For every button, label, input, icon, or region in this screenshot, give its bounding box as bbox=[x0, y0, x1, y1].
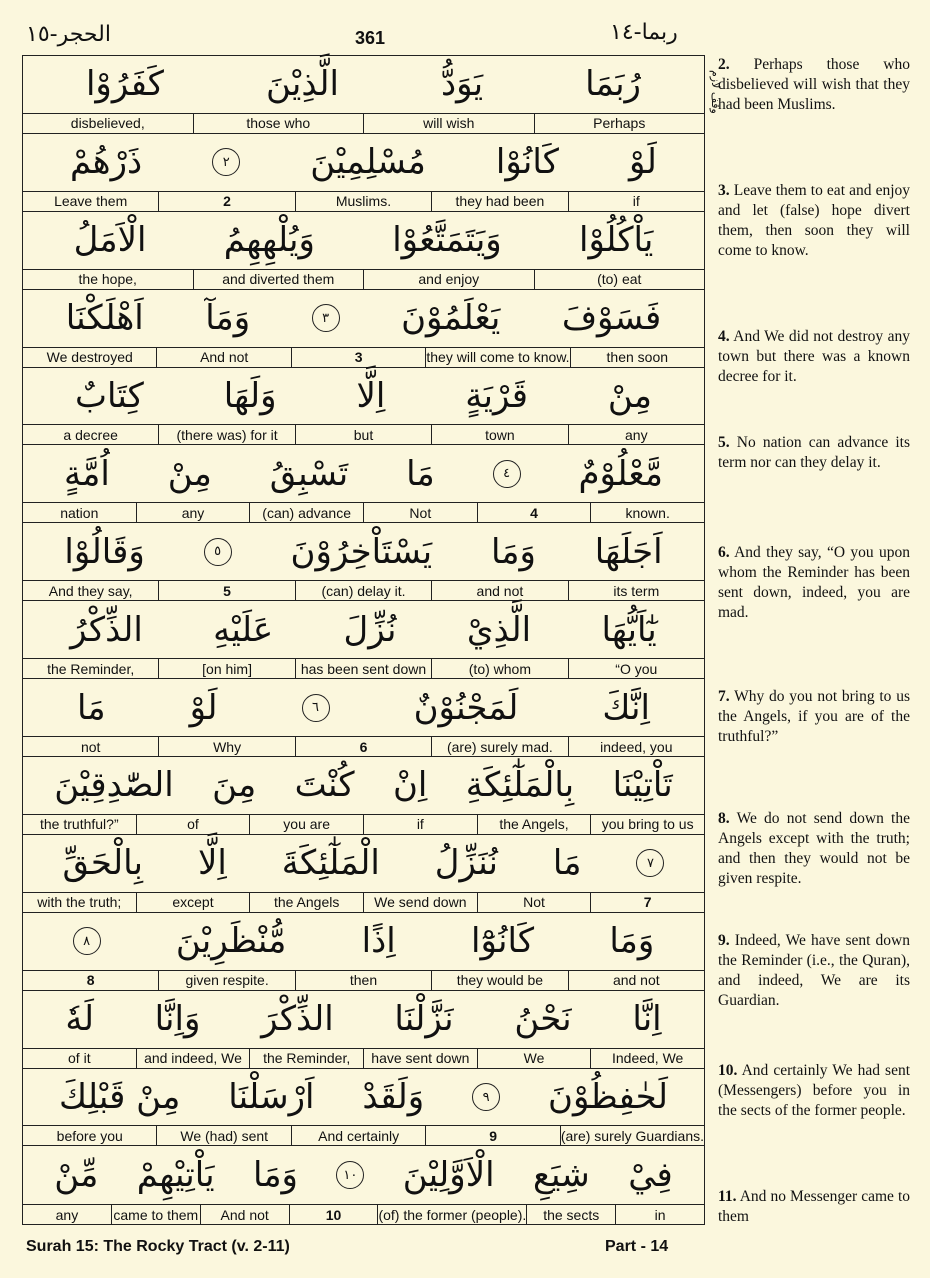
arabic-word: وَلَهَا bbox=[223, 376, 277, 416]
verse-row bbox=[23, 1146, 704, 1224]
verse-row bbox=[23, 757, 704, 835]
arabic-word: يٰٓاَيُّهَا bbox=[601, 609, 657, 650]
verse-number: 11. bbox=[718, 1188, 737, 1205]
translation-note bbox=[718, 327, 910, 387]
gloss-line bbox=[23, 580, 704, 600]
arabic-word: لَوْ bbox=[189, 687, 218, 728]
gloss-cell: and not bbox=[568, 971, 704, 990]
arabic-word: وَمَا bbox=[609, 921, 655, 962]
gloss-cell: have sent down bbox=[363, 1049, 477, 1068]
verse-row bbox=[23, 1069, 704, 1147]
gloss-cell: the Reminder, bbox=[249, 1049, 363, 1068]
translation-note bbox=[718, 433, 910, 473]
gloss-cell: given respite. bbox=[158, 971, 294, 990]
arabic-word: بِالْمَلٰٓئِكَةِ bbox=[465, 765, 575, 806]
arabic-word: نُنَزِّلُ bbox=[434, 843, 498, 884]
arabic-word: كِتَابٌ bbox=[74, 376, 144, 416]
gloss-cell: and enjoy bbox=[363, 270, 534, 289]
arabic-word: مِنْ bbox=[167, 453, 212, 494]
gloss-cell: if bbox=[363, 815, 477, 834]
arabic-word: اَهْلَكْنَا bbox=[65, 298, 144, 339]
gloss-cell: We bbox=[477, 1049, 591, 1068]
translation-note bbox=[718, 931, 910, 1011]
gloss-cell: not bbox=[80, 738, 101, 755]
arabic-word: وَمَا bbox=[252, 1155, 298, 1196]
arabic-word: لَمَجْنُوْنٌ bbox=[413, 687, 519, 728]
gloss-cell: the Reminder, bbox=[47, 660, 135, 677]
gloss-cell: Perhaps bbox=[534, 114, 705, 133]
gloss-cell: those who bbox=[193, 114, 364, 133]
arabic-word: فِيْ bbox=[628, 1155, 673, 1196]
arabic-word: لَحٰفِظُوْنَ bbox=[548, 1077, 668, 1118]
arabic-line bbox=[23, 134, 704, 191]
gloss-cell: then soon bbox=[570, 348, 704, 367]
translation-text: We do not send down the Angels except with the truth; and then they would not be given respite. bbox=[718, 810, 910, 887]
gloss-verse-number: 3 bbox=[291, 348, 425, 367]
verse-row bbox=[23, 368, 704, 446]
arabic-line bbox=[23, 601, 704, 658]
arabic-line bbox=[23, 56, 704, 113]
verse-number: 6. bbox=[718, 544, 730, 561]
gloss-cell: you are bbox=[249, 815, 363, 834]
gloss-cell: (can) delay it. bbox=[295, 581, 431, 600]
gloss-cell: in bbox=[615, 1205, 704, 1224]
gloss-cell: (to) eat bbox=[534, 270, 705, 289]
page-footer bbox=[0, 1238, 930, 1268]
arabic-word: وَيُلْهِهِمُ bbox=[223, 220, 315, 261]
margin-mark: وقف لازم bbox=[709, 70, 722, 114]
arabic-word: الَّذِيْ bbox=[466, 609, 532, 650]
gloss-cell: known. bbox=[590, 503, 704, 522]
translation-note bbox=[718, 543, 910, 623]
gloss-cell: has been sent down bbox=[295, 659, 431, 678]
arabic-word: اَجَلَهَا bbox=[594, 531, 663, 572]
arabic-word: الذِّكْرُ bbox=[70, 609, 143, 650]
arabic-word: كَانُوْٓا bbox=[471, 921, 535, 962]
arabic-word: مَّعْلُوْمٌ bbox=[578, 453, 663, 494]
page-header bbox=[0, 0, 930, 52]
gloss-cell: disbelieved, bbox=[70, 115, 145, 132]
gloss-line bbox=[23, 736, 704, 756]
gloss-cell: We destroyed bbox=[46, 349, 133, 366]
gloss-cell: you bring to us bbox=[590, 815, 704, 834]
translation-note bbox=[718, 809, 910, 889]
verse-row bbox=[23, 835, 704, 913]
translation-note bbox=[718, 55, 910, 115]
arabic-word: بِالْحَقِّ bbox=[62, 843, 143, 884]
gloss-verse-number: 5 bbox=[158, 581, 294, 600]
gloss-line bbox=[23, 424, 704, 444]
gloss-cell: will wish bbox=[363, 114, 534, 133]
gloss-cell: [on him] bbox=[158, 659, 294, 678]
arabic-line bbox=[23, 368, 704, 425]
arabic-word: اِنَّكَ bbox=[602, 687, 650, 728]
gloss-cell: then bbox=[295, 971, 431, 990]
gloss-cell: if bbox=[568, 192, 704, 211]
gloss-cell: before you bbox=[56, 1127, 123, 1144]
gloss-cell: they had been bbox=[431, 192, 567, 211]
gloss-cell: and indeed, We bbox=[136, 1049, 250, 1068]
arabic-line bbox=[23, 913, 704, 970]
page-number: 361 bbox=[354, 28, 386, 48]
arabic-word: اِنْ bbox=[392, 765, 428, 806]
gloss-cell: came to them bbox=[111, 1205, 200, 1224]
gloss-line bbox=[23, 502, 704, 522]
gloss-cell: Indeed, We bbox=[590, 1049, 704, 1068]
verse-row bbox=[23, 212, 704, 290]
translation-text: And no Messenger came to them bbox=[718, 1188, 911, 1225]
gloss-cell: of bbox=[136, 815, 250, 834]
gloss-cell: a decree bbox=[63, 426, 118, 443]
translation-note bbox=[718, 1061, 910, 1121]
gloss-verse-number: 2 bbox=[158, 192, 294, 211]
arabic-word: يَسْتَاْخِرُوْنَ bbox=[290, 531, 433, 572]
ayah-number-marker: ٢ bbox=[212, 148, 240, 176]
arabic-word: مِنْ قَبْلِكَ bbox=[58, 1077, 181, 1118]
gloss-cell: And certainly bbox=[291, 1126, 425, 1145]
gloss-cell: the sects bbox=[526, 1205, 615, 1224]
gloss-cell: of it bbox=[68, 1050, 91, 1067]
arabic-line bbox=[23, 835, 704, 892]
part-label: Part - 14 bbox=[605, 1238, 669, 1255]
arabic-line bbox=[23, 679, 704, 736]
gloss-line bbox=[23, 814, 704, 834]
gloss-verse-number: 7 bbox=[590, 893, 704, 912]
gloss-verse-number: 10 bbox=[289, 1205, 378, 1224]
arabic-word: مِنَ bbox=[212, 765, 257, 806]
arabic-word: نَزَّلْنَا bbox=[394, 999, 454, 1040]
gloss-cell: except bbox=[136, 893, 250, 912]
gloss-cell: (are) surely mad. bbox=[431, 737, 567, 756]
gloss-cell: And not bbox=[156, 348, 290, 367]
surah-name-arabic: الحجر-١٥ bbox=[26, 22, 111, 47]
verse-number: 3. bbox=[718, 182, 730, 199]
verse-number: 10. bbox=[718, 1062, 738, 1079]
arabic-word: الصّٰدِقِيْنَ bbox=[54, 765, 174, 806]
arabic-word: وَيَتَمَتَّعُوْا bbox=[392, 220, 502, 261]
translation-text: And they say, “O you upon whom the Reminder has been sent down, indeed, you are mad. bbox=[718, 544, 910, 621]
arabic-word: الْمَلٰٓئِكَةَ bbox=[281, 843, 380, 884]
arabic-line bbox=[23, 290, 704, 347]
arabic-word: نَحْنُ bbox=[514, 999, 572, 1040]
gloss-cell: And not bbox=[200, 1205, 289, 1224]
arabic-word: يَاْتِيْهِمْ bbox=[136, 1155, 215, 1196]
verse-row bbox=[23, 679, 704, 757]
gloss-line bbox=[23, 1204, 704, 1224]
arabic-word: شِيَعِ bbox=[532, 1155, 590, 1196]
arabic-line bbox=[23, 1146, 704, 1204]
ayah-number-marker: ٦ bbox=[302, 694, 330, 722]
arabic-word: يَعْلَمُوْنَ bbox=[401, 298, 501, 339]
verse-number: 7. bbox=[718, 688, 730, 705]
ayah-number-marker: ٧ bbox=[636, 849, 664, 877]
arabic-word: كُنْتَ bbox=[294, 765, 355, 806]
verse-number: 5. bbox=[718, 434, 730, 451]
gloss-line bbox=[23, 1125, 704, 1145]
gloss-cell: And they say, bbox=[48, 582, 133, 599]
gloss-cell: its term bbox=[568, 581, 704, 600]
arabic-line bbox=[23, 445, 704, 502]
gloss-cell: with the truth; bbox=[37, 894, 122, 911]
gloss-cell: Muslims. bbox=[295, 192, 431, 211]
gloss-cell: Not bbox=[363, 503, 477, 522]
translation-text: And We did not destroy any town but there was a known decree for it. bbox=[718, 328, 910, 385]
gloss-cell: We send down bbox=[363, 893, 477, 912]
gloss-cell: they would be bbox=[431, 971, 567, 990]
gloss-cell: and diverted them bbox=[193, 270, 364, 289]
translation-note bbox=[718, 1187, 910, 1227]
ayah-number-marker: ١٠ bbox=[336, 1161, 364, 1189]
gloss-cell: town bbox=[431, 425, 567, 444]
arabic-word: وَمَآ bbox=[205, 298, 251, 339]
verse-number: 8. bbox=[718, 810, 730, 827]
arabic-word: مَا bbox=[406, 453, 435, 494]
translation-note bbox=[718, 687, 910, 747]
gloss-cell: (there was) for it bbox=[158, 425, 294, 444]
arabic-word: مِّنْ bbox=[54, 1155, 99, 1196]
translation-text: Leave them to eat and enjoy and let (false) hope divert them, then soon they will come to know. bbox=[718, 182, 911, 259]
arabic-line bbox=[23, 757, 704, 814]
translation-text: Perhaps those who disbelieved will wish that they had been Muslims. bbox=[718, 56, 910, 113]
gloss-cell: We (had) sent bbox=[156, 1126, 290, 1145]
gloss-line bbox=[23, 269, 704, 289]
verse-number: 4. bbox=[718, 328, 730, 345]
verse-row bbox=[23, 56, 704, 134]
gloss-cell: “O you bbox=[568, 659, 704, 678]
ayah-number-marker: ٩ bbox=[472, 1083, 500, 1111]
arabic-word: تَسْبِقُ bbox=[269, 453, 349, 494]
gloss-cell: Why bbox=[158, 737, 294, 756]
gloss-cell: the hope, bbox=[78, 271, 137, 288]
arabic-word: مُّنْظَرِيْنَ bbox=[175, 921, 287, 962]
gloss-line bbox=[23, 658, 704, 678]
verse-row bbox=[23, 445, 704, 523]
arabic-word: ذَرْهُمْ bbox=[70, 142, 143, 183]
arabic-word: رُبَمَا bbox=[585, 64, 641, 105]
verse-row bbox=[23, 523, 704, 601]
arabic-word: اِنَّا bbox=[632, 999, 662, 1040]
arabic-word: وَمَا bbox=[490, 531, 536, 572]
surah-title: Surah 15: The Rocky Tract (v. 2-11) bbox=[26, 1238, 290, 1255]
gloss-cell: any bbox=[136, 503, 250, 522]
verse-row bbox=[23, 913, 704, 991]
verse-row bbox=[23, 601, 704, 679]
arabic-word: لَهٗ bbox=[65, 999, 94, 1040]
arabic-word: الَّذِيْنَ bbox=[265, 64, 339, 105]
arabic-word: اُمَّةٍ bbox=[63, 453, 110, 494]
verse-row bbox=[23, 134, 704, 212]
arabic-word: نُزِّلَ bbox=[343, 609, 397, 650]
ayah-number-marker: ٤ bbox=[493, 460, 521, 488]
arabic-line bbox=[23, 1069, 704, 1126]
arabic-word: الْاَوَّلِيْنَ bbox=[402, 1155, 495, 1196]
arabic-word: اِلَّا bbox=[197, 843, 227, 884]
arabic-line bbox=[23, 991, 704, 1048]
gloss-verse-number: 8 bbox=[86, 972, 95, 989]
translation-text: No nation can advance its term nor can they delay it. bbox=[718, 434, 911, 471]
arabic-word: وَاِنَّا bbox=[154, 999, 201, 1040]
arabic-word: قَرْيَةٍ bbox=[465, 376, 528, 416]
gloss-line bbox=[23, 970, 704, 990]
arabic-word: مِنْ bbox=[607, 376, 653, 416]
gloss-line bbox=[23, 347, 704, 367]
verse-row bbox=[23, 290, 704, 368]
arabic-line bbox=[23, 212, 704, 269]
gloss-line bbox=[23, 1048, 704, 1068]
arabic-word: لَوْ bbox=[628, 142, 657, 183]
ayah-number-marker: ٣ bbox=[312, 304, 340, 332]
verse-number: 2. bbox=[718, 56, 730, 73]
translation-text: And certainly We had sent (Messengers) before you in the sects of the former people. bbox=[718, 1062, 911, 1119]
gloss-cell: (to) whom bbox=[431, 659, 567, 678]
arabic-word: وَقَالُوْا bbox=[64, 531, 145, 572]
translation-text: Why do you not bring to us the Angels, if you are of the truthful?” bbox=[718, 688, 910, 745]
gloss-line bbox=[23, 113, 704, 133]
arabic-word: مَا bbox=[552, 843, 582, 884]
arabic-word: اِلَّا bbox=[356, 376, 386, 416]
gloss-line bbox=[23, 191, 704, 211]
juz-name-arabic: ربما-١٤ bbox=[610, 20, 678, 45]
arabic-word: كَانُوْا bbox=[495, 142, 559, 183]
arabic-word: تَاْتِيْنَا bbox=[612, 765, 673, 806]
arabic-word: وَلَقَدْ bbox=[362, 1077, 425, 1118]
gloss-cell: nation bbox=[60, 504, 99, 521]
arabic-line bbox=[23, 523, 704, 580]
verse-row bbox=[23, 991, 704, 1069]
gloss-cell: the Angels bbox=[249, 893, 363, 912]
arabic-word: كَفَرُوْا bbox=[85, 64, 164, 105]
gloss-cell: but bbox=[295, 425, 431, 444]
arabic-word: يَاْكُلُوْا bbox=[579, 220, 654, 261]
gloss-verse-number: 6 bbox=[295, 737, 431, 756]
arabic-word: الْاَمَلُ bbox=[73, 220, 147, 261]
ayah-number-marker: ٥ bbox=[204, 538, 232, 566]
gloss-cell: Leave them bbox=[54, 193, 128, 210]
verse-number: 9. bbox=[718, 932, 730, 949]
arabic-word: مُسْلِمِيْنَ bbox=[310, 142, 426, 183]
arabic-word: اَرْسَلْنَا bbox=[228, 1077, 315, 1118]
gloss-cell: Not bbox=[477, 893, 591, 912]
arabic-word: عَلَيْهِ bbox=[213, 609, 274, 650]
gloss-verse-number: 4 bbox=[477, 503, 591, 522]
gloss-verse-number: 9 bbox=[425, 1126, 559, 1145]
ayah-number-marker: ٨ bbox=[73, 927, 101, 955]
arabic-word: الذِّكْرَ bbox=[261, 999, 334, 1040]
gloss-cell: and not bbox=[431, 581, 567, 600]
gloss-cell: indeed, you bbox=[568, 737, 704, 756]
gloss-line bbox=[23, 892, 704, 912]
word-by-word-grid bbox=[22, 55, 705, 1225]
gloss-cell: any bbox=[55, 1206, 79, 1223]
gloss-cell: they will come to know. bbox=[426, 349, 570, 366]
gloss-cell: (of) the former (people). bbox=[378, 1206, 527, 1223]
gloss-cell: the truthful?” bbox=[40, 816, 119, 833]
gloss-cell: the Angels, bbox=[477, 815, 591, 834]
gloss-cell: (can) advance bbox=[249, 503, 363, 522]
arabic-word: مَا bbox=[77, 687, 106, 728]
arabic-word: يَوَدُّ bbox=[440, 64, 484, 105]
translation-note bbox=[718, 181, 910, 261]
arabic-word: فَسَوْفَ bbox=[561, 298, 662, 339]
gloss-cell: any bbox=[568, 425, 704, 444]
gloss-cell: (are) surely Guardians. bbox=[560, 1127, 704, 1144]
translation-text: Indeed, We have sent down the Reminder (i.e., the Quran), and indeed, We are its Guardian. bbox=[718, 932, 910, 1009]
arabic-word: اِذًا bbox=[361, 921, 396, 962]
